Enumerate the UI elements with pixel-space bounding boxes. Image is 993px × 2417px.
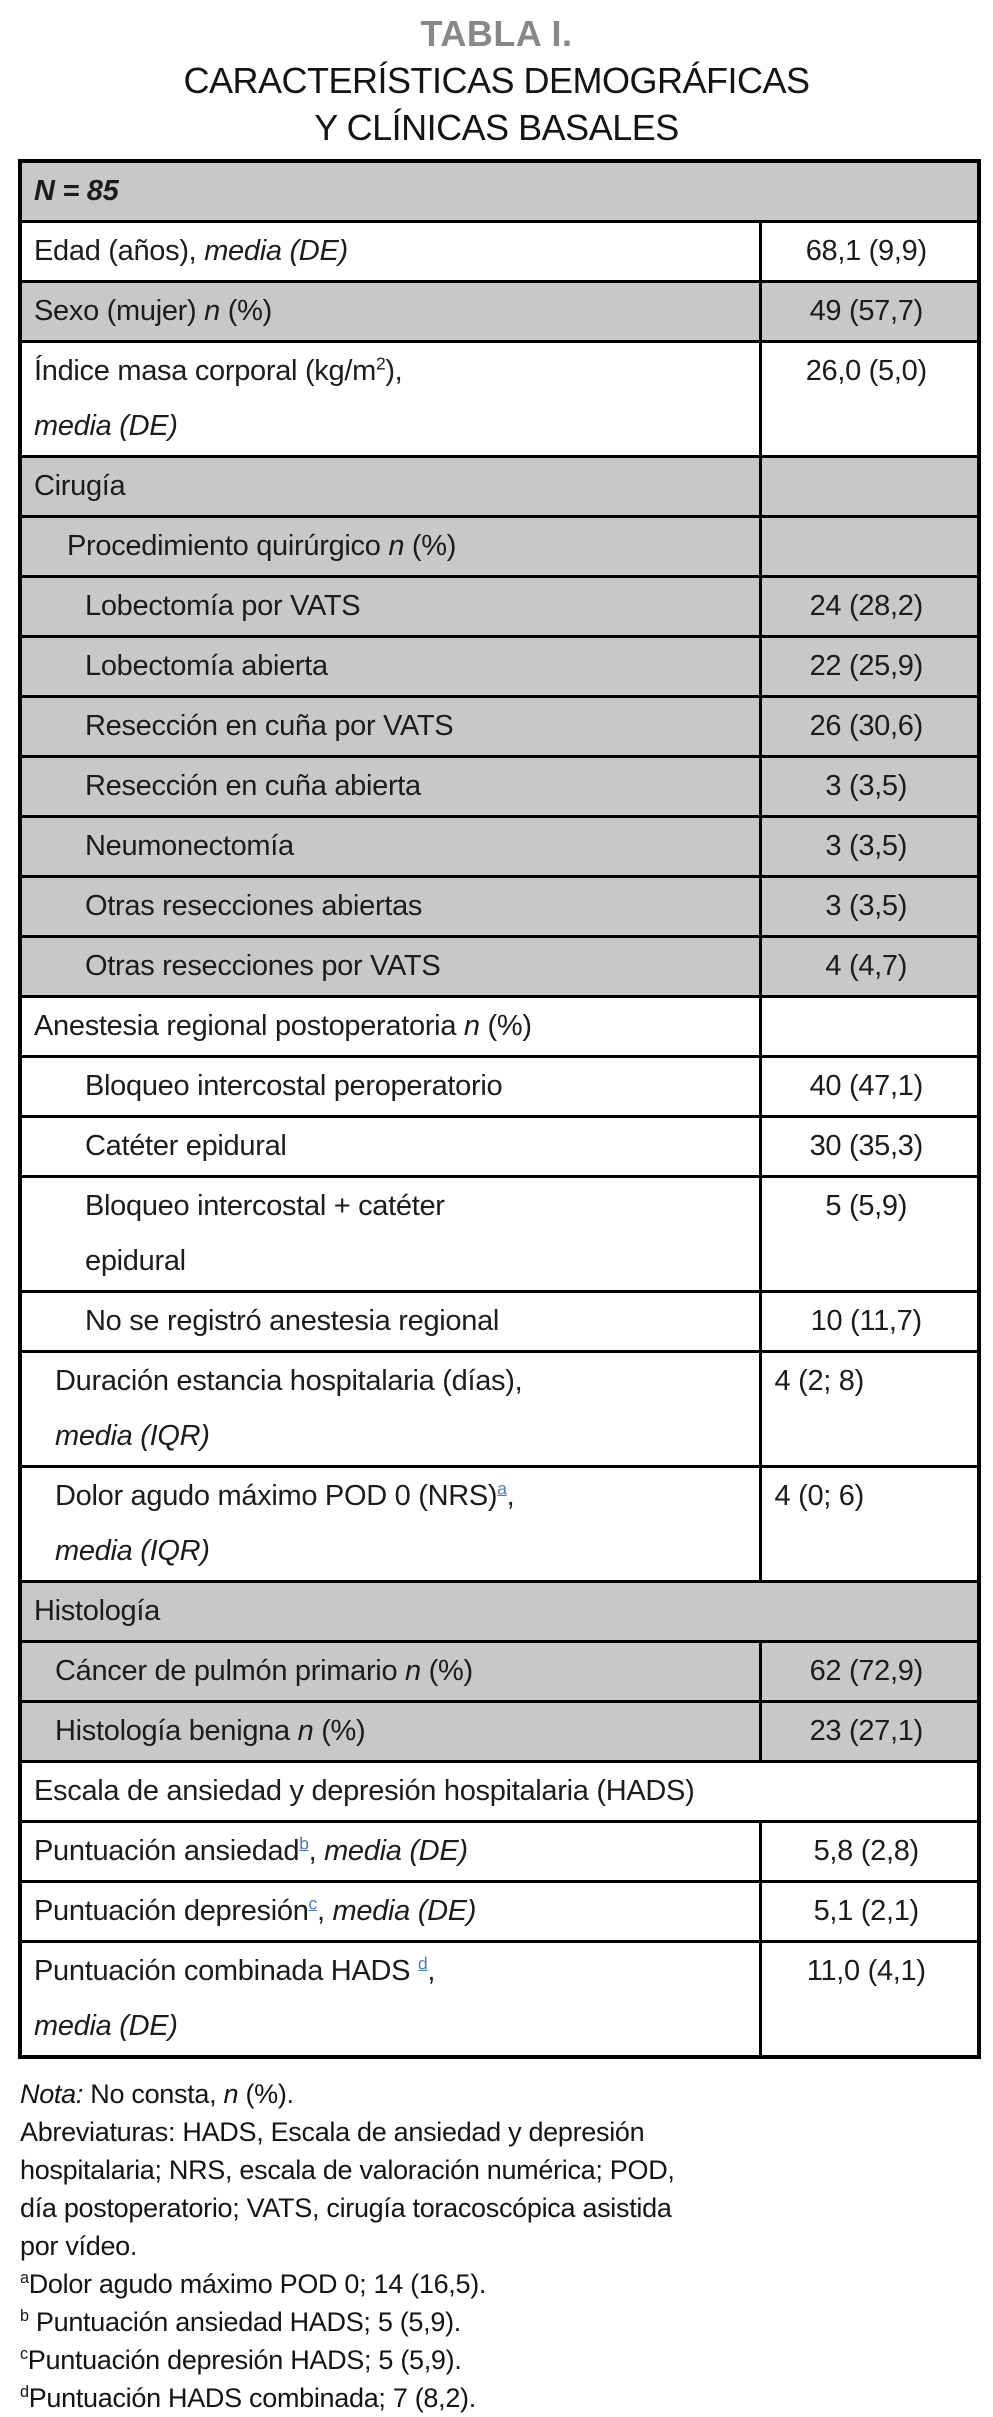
text-segment: hospitalaria; NRS, escala de valoración numérica; POD, <box>20 2155 675 2185</box>
table-subtitle-line1: CARACTERÍSTICAS DEMOGRÁFICAS <box>183 60 810 101</box>
table-row <box>20 1762 979 1822</box>
text-segment: n <box>405 1655 421 1687</box>
row-value-cell: 5,8 (2,8) <box>760 1822 979 1882</box>
text-segment: (%) <box>479 1010 532 1042</box>
table-row <box>20 697 979 757</box>
text-segment: , <box>308 1835 325 1867</box>
text-segment: Lobectomía abierta <box>85 650 328 682</box>
row-value-cell: 30 (35,3) <box>760 1117 979 1177</box>
table-row <box>20 877 979 937</box>
table-row <box>20 1642 979 1702</box>
table-row <box>20 342 979 457</box>
text-segment: Cirugía <box>34 470 126 502</box>
text-segment: media (DE) <box>332 1895 477 1927</box>
text-segment: (%) <box>404 530 457 562</box>
row-value-cell: 11,0 (4,1) <box>760 1942 979 2058</box>
table-row <box>20 1582 979 1642</box>
text-segment: No consta, <box>83 2079 224 2109</box>
table-row <box>20 757 979 817</box>
row-value-cell: 22 (25,9) <box>760 637 979 697</box>
text-segment: Procedimiento quirúrgico <box>67 530 389 562</box>
row-label-cell <box>20 697 760 757</box>
table-body <box>20 161 979 2057</box>
row-label-cell <box>20 1177 760 1292</box>
row-value-cell: 24 (28,2) <box>760 577 979 637</box>
text-segment: Puntuación depresión HADS; 5 (5,9). <box>27 2345 462 2375</box>
footnote-a <box>20 2265 967 2303</box>
table-row <box>20 1822 979 1882</box>
row-label-cell <box>20 1582 979 1642</box>
table-title-block <box>0 0 993 151</box>
row-label-cell <box>20 1057 760 1117</box>
text-segment: n <box>223 2079 239 2109</box>
row-label-cell <box>20 517 760 577</box>
note-general <box>20 2075 967 2113</box>
row-value-cell: 3 (3,5) <box>760 757 979 817</box>
demographics-table <box>18 159 981 2059</box>
row-value-cell: 4 (0; 6) <box>760 1467 979 1582</box>
row-value-cell <box>760 997 979 1057</box>
text-segment: (%) <box>313 1715 366 1747</box>
footnote-c <box>20 2341 967 2379</box>
row-value-cell: 23 (27,1) <box>760 1702 979 1762</box>
table-row <box>20 1467 979 1582</box>
text-segment: n <box>204 295 220 327</box>
text-segment: media (DE) <box>204 235 348 267</box>
text-segment: Dolor agudo máximo POD 0; 14 (16,5). <box>28 2269 487 2299</box>
text-segment: Histología benigna <box>55 1715 298 1747</box>
row-label-cell <box>20 1882 760 1942</box>
row-label-cell <box>20 1352 760 1467</box>
text-segment: media (DE) <box>324 1835 468 1867</box>
text-segment: Edad (años), <box>34 235 205 267</box>
text-segment: n <box>297 1715 314 1747</box>
text-segment: Puntuación ansiedad HADS; 5 (5,9). <box>28 2307 461 2337</box>
text-segment: n <box>463 1010 480 1042</box>
text-segment: Catéter epidural <box>85 1130 287 1162</box>
text-segment: Otras resecciones por VATS <box>85 950 441 982</box>
text-segment: Abreviaturas: HADS, Escala de ansiedad y depresión <box>20 2117 645 2147</box>
row-label-cell <box>20 1942 760 2058</box>
row-label-cell <box>20 817 760 877</box>
text-segment: , <box>427 1955 436 1987</box>
text-segment: d <box>20 2383 29 2401</box>
text-segment: Índice masa corporal (kg/m <box>34 355 376 387</box>
row-value-cell: 4 (4,7) <box>760 937 979 997</box>
table-row <box>20 1352 979 1467</box>
footnote-ref-c[interactable]: c <box>308 1893 317 1914</box>
row-label-cell <box>20 637 760 697</box>
text-segment: Resección en cuña por VATS <box>85 710 454 742</box>
note-abbreviations <box>20 2113 967 2265</box>
table-row <box>20 937 979 997</box>
text-segment: , <box>316 1895 333 1927</box>
text-segment: c <box>20 2345 28 2363</box>
table-row <box>20 1942 979 2058</box>
row-label-cell <box>20 457 760 517</box>
text-segment: Duración estancia hospitalaria (días), <box>55 1365 523 1397</box>
text-segment: media (DE) <box>34 2010 178 2042</box>
text-segment: media (DE) <box>34 410 178 442</box>
row-label-cell <box>20 282 760 342</box>
footnote-ref-a[interactable]: a <box>497 1478 507 1499</box>
row-label-cell <box>20 877 760 937</box>
row-label-cell <box>20 997 760 1057</box>
text-segment: epidural <box>85 1245 186 1277</box>
row-label-cell <box>20 1642 760 1702</box>
table-row <box>20 1057 979 1117</box>
row-label-cell <box>20 222 760 282</box>
table-row <box>20 282 979 342</box>
text-segment: Bloqueo intercostal + catéter <box>85 1190 445 1222</box>
row-value-cell: 68,1 (9,9) <box>760 222 979 282</box>
text-segment: Histología <box>34 1595 160 1627</box>
table-subtitle-line2: Y CLÍNICAS BASALES <box>314 107 679 148</box>
sample-size-cell <box>20 161 979 222</box>
text-segment: a <box>20 2269 29 2287</box>
text-segment: Anestesia regional postoperatoria <box>34 1010 464 1042</box>
text-segment: N = 85 <box>34 175 119 207</box>
table-row <box>20 517 979 577</box>
text-segment: Puntuación HADS combinada; 7 (8,2). <box>28 2383 476 2413</box>
row-value-cell: 4 (2; 8) <box>760 1352 979 1467</box>
row-label-cell <box>20 937 760 997</box>
row-value-cell <box>760 517 979 577</box>
row-value-cell: 26 (30,6) <box>760 697 979 757</box>
text-segment: (%). <box>238 2079 294 2109</box>
row-value-cell: 3 (3,5) <box>760 817 979 877</box>
row-value-cell: 5 (5,9) <box>760 1177 979 1292</box>
text-segment: Cáncer de pulmón primario <box>55 1655 406 1687</box>
text-segment: Lobectomía por VATS <box>85 590 361 622</box>
row-label-cell <box>20 1762 979 1822</box>
text-segment: Dolor agudo máximo POD 0 (NRS) <box>55 1480 498 1512</box>
row-label-cell <box>20 1117 760 1177</box>
text-segment: Bloqueo intercostal peroperatorio <box>85 1070 503 1102</box>
row-label-cell <box>20 1702 760 1762</box>
row-value-cell: 10 (11,7) <box>760 1292 979 1352</box>
text-segment: Nota: <box>20 2079 84 2109</box>
text-segment: (%) <box>220 295 272 327</box>
text-segment: ), <box>385 355 403 387</box>
row-value-cell: 40 (47,1) <box>760 1057 979 1117</box>
row-label-cell <box>20 342 760 457</box>
text-segment: Puntuación combinada HADS <box>34 1955 418 1987</box>
table-row <box>20 222 979 282</box>
table-row <box>20 161 979 222</box>
table-row <box>20 817 979 877</box>
row-value-cell <box>760 457 979 517</box>
text-segment: por vídeo. <box>20 2231 138 2261</box>
text-segment: Resección en cuña abierta <box>85 770 421 802</box>
footnote-d <box>20 2379 967 2417</box>
row-value-cell: 62 (72,9) <box>760 1642 979 1702</box>
table-row <box>20 457 979 517</box>
footnote-ref-d[interactable]: d <box>417 1953 428 1974</box>
table-row <box>20 1702 979 1762</box>
row-value-cell: 5,1 (2,1) <box>760 1882 979 1942</box>
table-row <box>20 637 979 697</box>
row-label-cell <box>20 1467 760 1582</box>
text-segment: No se registró anestesia regional <box>85 1305 500 1337</box>
table-row <box>20 1292 979 1352</box>
text-segment: Escala de ansiedad y depresión hospitalaria (HADS) <box>34 1775 695 1807</box>
text-segment: media (IQR) <box>55 1535 210 1567</box>
row-label-cell <box>20 1822 760 1882</box>
text-segment: Puntuación depresión <box>34 1895 309 1927</box>
table-row <box>20 1177 979 1292</box>
row-label-cell <box>20 577 760 637</box>
footnote-b <box>20 2303 967 2341</box>
table-row <box>20 577 979 637</box>
row-value-cell: 26,0 (5,0) <box>760 342 979 457</box>
table-kicker: TABLA I. <box>420 13 573 54</box>
row-value-cell: 3 (3,5) <box>760 877 979 937</box>
text-segment: 2 <box>375 353 386 374</box>
row-label-cell <box>20 1292 760 1352</box>
text-segment: día postoperatorio; VATS, cirugía toracoscópica asistida <box>20 2193 672 2223</box>
text-segment: Neumonectomía <box>85 830 294 862</box>
table-row <box>20 1882 979 1942</box>
table-row <box>20 997 979 1057</box>
table-row <box>20 1117 979 1177</box>
text-segment: n <box>388 530 405 562</box>
text-segment: b <box>20 2307 29 2325</box>
text-segment: Sexo (mujer) <box>34 295 205 327</box>
row-label-cell <box>20 757 760 817</box>
footnote-ref-b[interactable]: b <box>299 1833 309 1854</box>
text-segment: Otras resecciones abiertas <box>85 890 423 922</box>
text-segment: Puntuación ansiedad <box>34 1835 300 1867</box>
text-segment: , <box>506 1480 515 1512</box>
row-value-cell: 49 (57,7) <box>760 282 979 342</box>
table-notes <box>20 2075 967 2417</box>
text-segment: (%) <box>420 1655 473 1687</box>
text-segment: media (IQR) <box>55 1420 210 1452</box>
